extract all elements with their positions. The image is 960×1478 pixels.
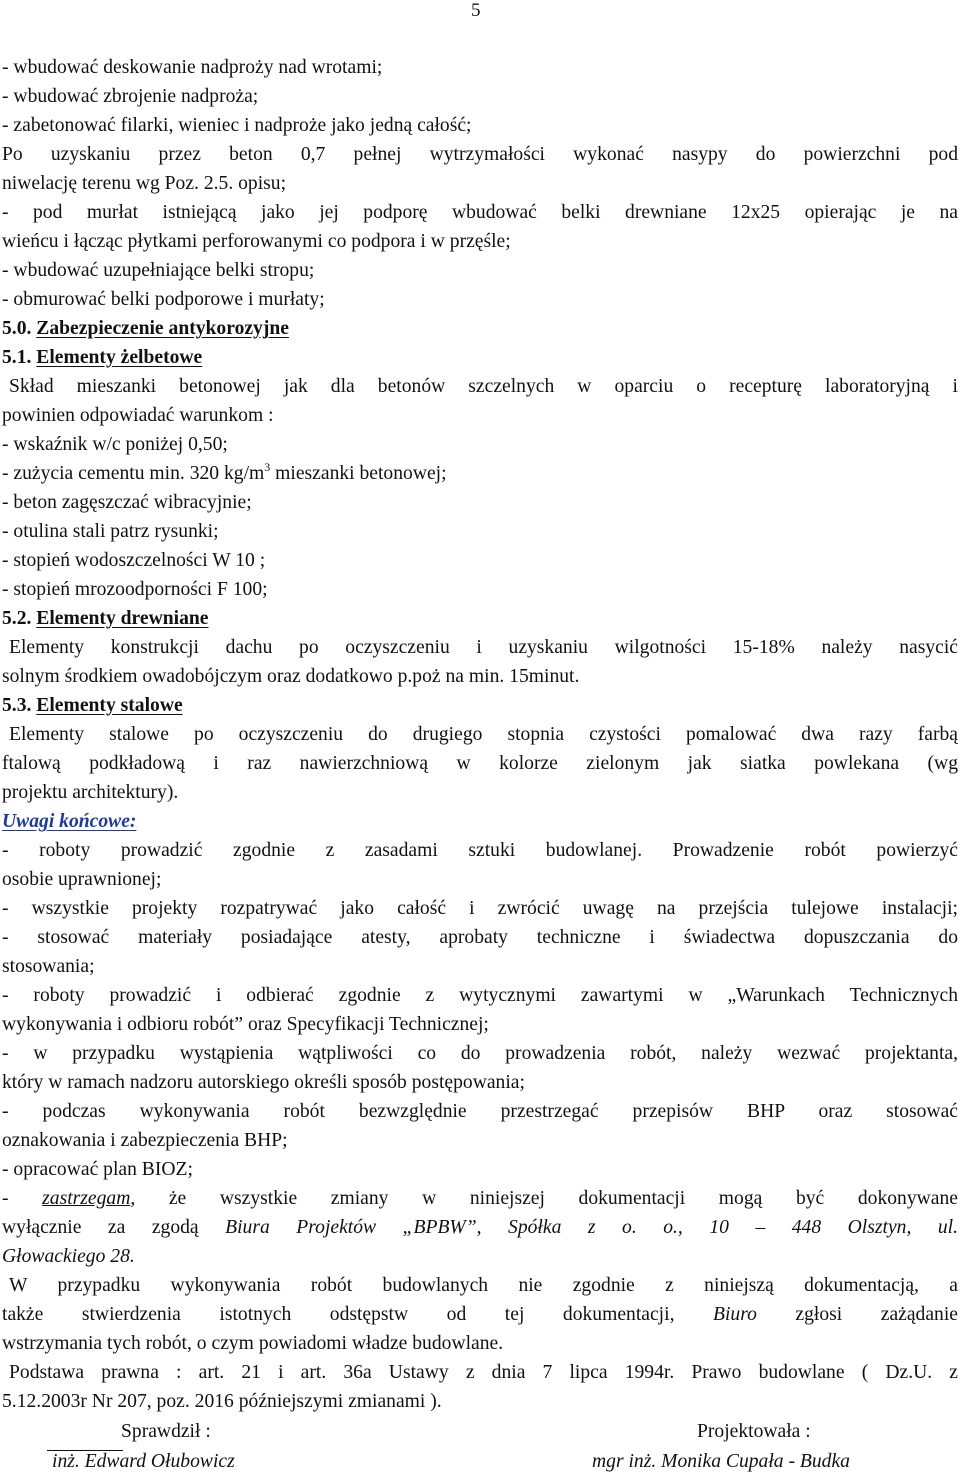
text-span: - roboty prowadzić i odbierać zgodnie z wytycznymi zawartymi w „Warunkach Technicznych [2,985,958,1006]
section-heading [2,314,958,343]
text-span: osobie uprawnionej; [2,869,162,890]
section-number: 5.1. [2,347,32,368]
text-line [2,372,958,401]
text-span: Głowackiego 28. [2,1246,135,1267]
section-title: Zabezpieczenie antykorozyjne [36,318,289,339]
section-heading [2,604,958,633]
text-span: - wszystkie projekty rozpatrywać jako całość i zwrócić uwagę na przejścia tulejowe instalacji; [2,898,958,919]
checked-by-label: Sprawdził : [121,1421,211,1442]
text-span: - podczas wykonywania robót bezwzględnie przestrzegać przepisów BHP oraz stosować [2,1101,958,1122]
text-line [2,111,958,140]
text-line [2,1126,958,1155]
text-span: wykonywania i odbioru robót” oraz Specyfikacji Technicznej; [2,1014,489,1035]
text-span: Elementy konstrukcji dachu po oczyszczeniu i uzyskaniu wilgotności 15-18% należy nasycić [9,637,958,658]
text-span: , że wszystkie zmiany w niniejszej dokumentacji mogą być dokonywane [130,1188,958,1209]
text-line [2,836,958,865]
text-line [2,865,958,894]
text-span: Podstawa prawna : art. 21 i art. 36a Ustawy z dnia 7 lipca 1994r. Prawo budowlane ( Dz.U. z [9,1362,958,1383]
text-line [2,546,958,575]
text-line [2,662,958,691]
designed-by-name: mgr inż. Monika Cupała - Budka [592,1451,850,1472]
text-line [2,285,958,314]
text-span: Po uzyskaniu przez beton 0,7 pełnej wytrzymałości wykonać nasypy do powierzchni pod [2,144,958,165]
text-line [2,575,958,604]
section-heading [2,343,958,372]
text-span: 3 [264,460,271,474]
section-heading [2,691,958,720]
text-span: - obmurować belki podporowe i murłaty; [2,289,325,310]
text-span: - stopień wodoszczelności W 10 ; [2,550,266,571]
text-span: także stwierdzenia istotnych odstępstw od tej dokumentacji, [2,1304,713,1325]
section-title: Elementy żelbetowe [36,347,203,368]
text-span: wstrzymania tych robót, o czym powiadomi władze budowlane. [2,1333,504,1354]
text-span: Skład mieszanki betonowej jak dla betonów szczelnych w oparciu o recepturę laboratoryjną i [9,376,958,397]
text-span: - stosować materiały posiadające atesty, aprobaty techniczne i świadectwa dopuszczania do [2,927,958,948]
text-line [2,1271,958,1300]
text-span: - opracować plan BIOZ; [2,1159,193,1180]
text-span: mieszanki betonowej; [270,463,447,484]
text-span: projektu architektury). [2,782,179,803]
text-line [2,807,958,836]
text-line [2,256,958,285]
text-span: wyłącznie za zgodą [2,1217,226,1238]
text-line [2,459,958,488]
text-span: - zabetonować filarki, wieniec i nadproże jako jedną całość; [2,115,472,136]
text-span: Biura Projektów „BPBW”, Spółka z o. o., 10 – 448 Olsztyn, ul. [225,1217,958,1238]
text-line [2,140,958,169]
text-span: solnym środkiem owadobójczym oraz dodatkowo p.poż na min. 15minut. [2,666,580,687]
section-number: 5.0. [2,318,32,339]
text-line [2,1387,958,1416]
text-span: - [2,1188,43,1209]
closing-remarks-heading: Uwagi końcowe: [2,811,137,832]
text-line [2,488,958,517]
text-span: Biuro [713,1304,757,1325]
text-span: - roboty prowadzić zgodnie z zasadami sztuki budowlanej. Prowadzenie robót powierzyć [2,840,958,861]
text-span: - beton zagęszczać wibracyjnie; [2,492,252,513]
text-line [2,923,958,952]
checked-by-name: inż. Edward Ołubowicz [52,1451,235,1472]
text-line [2,1358,958,1387]
text-line [2,1242,958,1271]
section-number: 5.3. [2,695,32,716]
text-span: - wbudować uzupełniające belki stropu; [2,260,315,281]
text-span: - stopień mrozoodporności F 100; [2,579,268,600]
text-line [2,1039,958,1068]
text-span: - wbudować deskowanie nadproży nad wrotami; [2,57,383,78]
text-span: - otulina stali patrz rysunki; [2,521,219,542]
section-number: 5.2. [2,608,32,629]
text-line [2,1010,958,1039]
text-line [2,1184,958,1213]
text-span: - wbudować zbrojenie nadproża; [2,86,259,107]
text-span: stosowania; [2,956,95,977]
section-title: Elementy stalowe [36,695,183,716]
designed-by-label: Projektowała : [697,1421,811,1442]
text-line [2,430,958,459]
text-span: - zużycia cementu min. 320 kg/m [2,463,265,484]
text-span: powinien odpowiadać warunkom : [2,405,274,426]
text-line [2,981,958,1010]
text-span: niwelację terenu wg Poz. 2.5. opisu; [2,173,287,194]
text-line [2,82,958,111]
text-line [2,1155,958,1184]
text-line [2,1213,958,1242]
text-line [2,198,958,227]
section-title: Elementy drewniane [36,608,209,629]
text-line [2,53,958,82]
signature-block [0,1421,960,1478]
text-line [2,227,958,256]
text-span: ftalową podkładową i raz nawierzchniową w kolorze zielonym jak siatka powlekana (wg [2,753,958,774]
text-line [2,169,958,198]
text-span: oznakowania i zabezpieczenia BHP; [2,1130,288,1151]
text-line [2,894,958,923]
page-number: 5 [471,0,481,21]
text-line [2,517,958,546]
text-span: - wskaźnik w/c poniżej 0,50; [2,434,228,455]
text-span: - pod murłat istniejącą jako jej podporę wbudować belki drewniane 12x25 opierając je na [2,202,958,223]
text-span: 5.12.2003r Nr 207, poz. 2016 późniejszymi zmianami ). [2,1391,442,1412]
text-span: W przypadku wykonywania robót budowlanych nie zgodnie z niniejszą dokumentacją, a [9,1275,958,1296]
text-line [2,1097,958,1126]
text-span: zastrzegam [42,1188,131,1209]
text-span: zgłosi zażądanie [756,1304,958,1325]
text-span: wieńcu i łącząc płytkami perforowanymi co podpora i w przęśle; [2,231,511,252]
text-span: który w ramach nadzoru autorskiego określi sposób postępowania; [2,1072,525,1093]
text-line [2,1300,958,1329]
text-line [2,633,958,662]
text-line [2,720,958,749]
text-line [2,749,958,778]
text-line [2,952,958,981]
text-span: - w przypadku wystąpienia wątpliwości co do prowadzenia robót, należy wezwać projektanta, [2,1043,958,1064]
document-body [2,53,958,1416]
text-line [2,1329,958,1358]
text-line [2,778,958,807]
text-span: Elementy stalowe po oczyszczeniu do drugiego stopnia czystości pomalować dwa razy farbą [9,724,958,745]
text-line [2,401,958,430]
text-line [2,1068,958,1097]
